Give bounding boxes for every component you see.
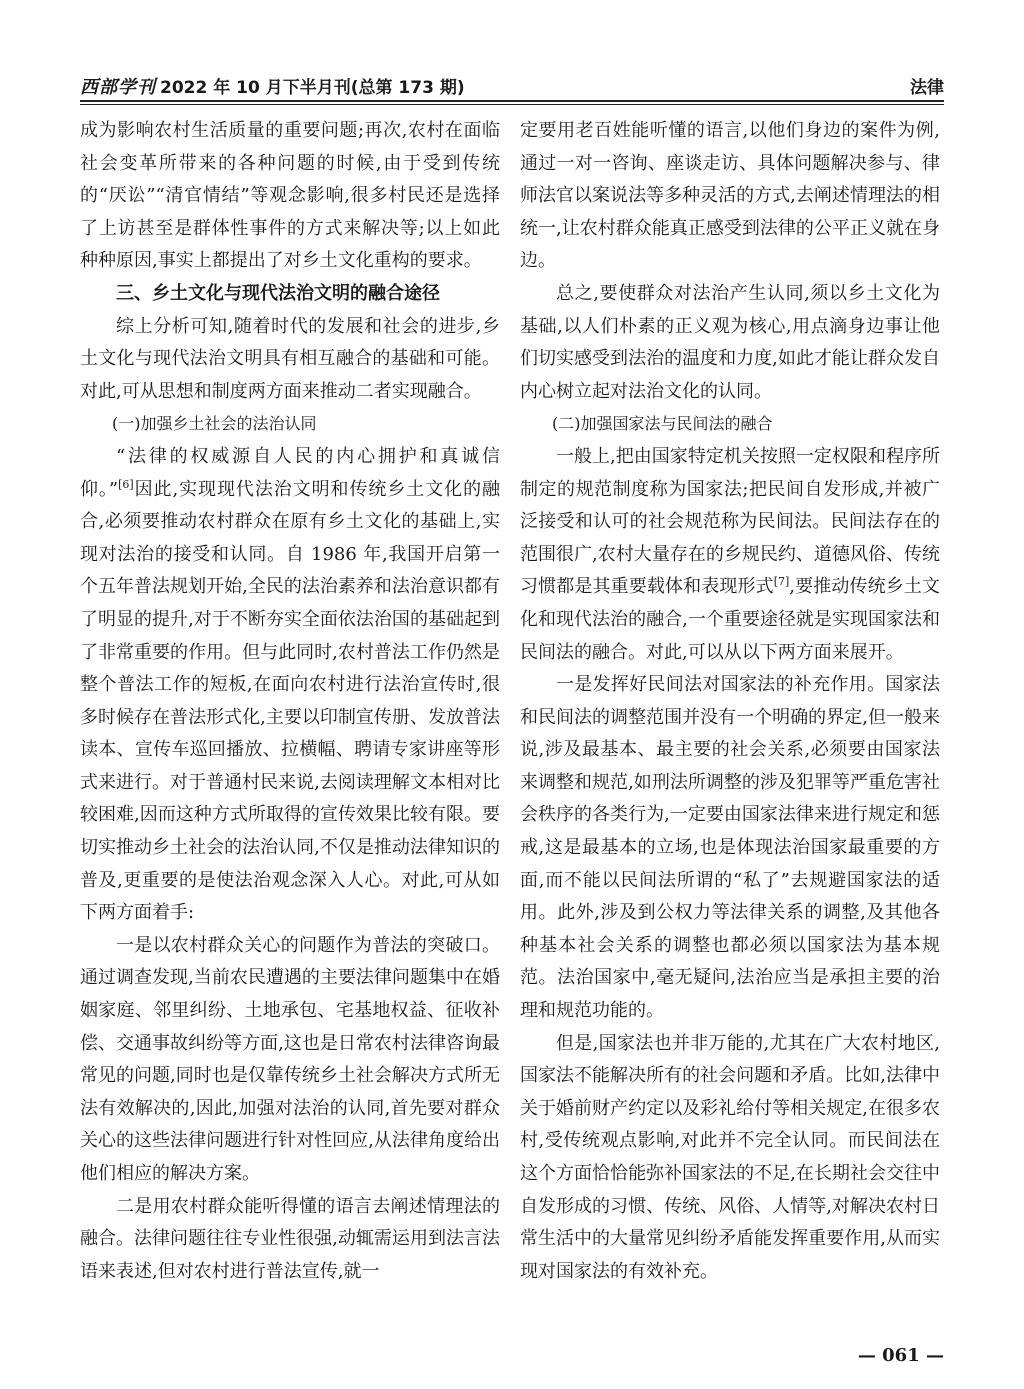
paragraph: 一是以农村群众关心的问题作为普法的突破口。通过调查发现,当前农民遭遇的主要法律问题集中在婚姻家庭、邻里纠纷、土地承包、宅基地权益、征收补偿、交通事故纠纷等方面,这也是日常农村法律咨询最常见的问题,同时也是仅靠传统乡土社会解决方式所无法有效解决的,因此,加强对法治的认同,首先要对群众关心的这些法律问题进行针对性回应,从法律角度给出他们相应的解决方案。 xyxy=(80,934,500,1184)
citation-ref: [6] xyxy=(118,477,134,491)
section-heading: 三、乡土文化与现代法治文明的融合途径 xyxy=(116,282,440,304)
journal-logo: 西部学刊 xyxy=(80,77,156,98)
page-header xyxy=(80,70,944,100)
paragraph-text: “法律的权威源自人民的内心拥护和真诚信仰。” xyxy=(80,445,500,500)
paragraph: 但是,国家法也并非万能的,尤其在广大农村地区,国家法不能解决所有的社会问题和矛盾。比如,法律中关于婚前财产约定以及彩礼给付等相关规定,在很多农村,受传统观点影响,对此并不完全认同。而民间法在这个方面恰恰能弥补国家法的不足,在长期社会交往中自发形成的习惯、传统、风俗、人情等,对解决农村日常生活中的大量常见纠纷矛盾能发挥重要作用,从而实现对国家法的有效补充。 xyxy=(520,1032,940,1282)
page-number: — 061 — xyxy=(857,1345,944,1366)
paragraph: 综上分析可知,随着时代的发展和社会的进步,乡土文化与现代法治文明具有相互融合的基础和可能。对此,可从思想和制度两方面来推动二者实现融合。 xyxy=(80,315,500,402)
paragraph xyxy=(80,441,500,930)
header-rule-thin xyxy=(80,104,944,105)
paragraph: 一是发挥好民间法对国家法的补充作用。国家法和民间法的调整范围并没有一个明确的界定,但一般来说,涉及最基本、最主要的社会关系,必须要由国家法来调整和规范,如刑法所调整的涉及犯罪等严重危害社会秩序的各类行为,一定要由国家法律来进行规定和惩戒,这是最基本的立场,也是体现法治国家最重要的方面,而不能以民间法所谓的“私了”去规避国家法的适用。此外,涉及到公权力等法律关系的调整,及其他各种基本社会关系的调整也都必须以国家法为基本规范。法治国家中,毫无疑问,法治应当是承担主要的治理和规范功能的。 xyxy=(520,674,940,1022)
paragraph: 总之,要使群众对法治产生认同,须以乡土文化为基础,以人们朴素的正义观为核心,用点滴身边事让他们切实感受到法治的温度和力度,如此才能让群众发自内心树立起对法治文化的认同。 xyxy=(520,282,940,402)
paragraph: 二是用农村群众能听得懂的语言去阐述情理法的融合。法律问题往往专业性很强,动辄需运用到法言法语来表述,但对农村进行普法宣传,就一 xyxy=(80,1195,500,1282)
paragraph-text: 一般上,把由国家特定机关按照一定权限和程序所制定的规范制度称为国家法;把民间自发形成,并被广泛接受和认可的社会规范称为民间法。民间法存在的范围很广,农村大量存在的乡规民约、道德风俗、传统习惯都是其重要载体和表现形式 xyxy=(520,445,940,598)
header-rule xyxy=(80,100,944,102)
issue-label: 2022 年 10 月下半月刊(总第 173 期) xyxy=(160,78,465,98)
subsection-heading: (二)加强国家法与民间法的融合 xyxy=(552,414,773,434)
citation-ref: [7] xyxy=(773,575,790,589)
paragraph-text: ,要推动传统乡土文化和现代法治的融合,一个重要途径就是实现国家法和民间法的融合。对此,可以从以下两方面来展开。 xyxy=(520,576,940,663)
right-column xyxy=(520,115,940,1288)
paragraph-text: 因此,实现现代法治文明和传统乡土文化的融合,必须要推动农村群众在原有乡土文化的基础上,实现对法治的接受和认同。自 1986 年,我国开启第一个五年普法规划开始,全民的法治素养和法治意识都有了明显的提升,对于不断夯实全面依法治国的基础起到了非常重要的作用。但与此同时,农村普法工作仍然是整个普法工作的短板,在面向农村进行法治宣传时,很多时候存在普法形式化,主要以印制宣传册、发放普法读本、宣传车巡回播放、拉横幅、聘请专家讲座等形式来进行。对于普通村民来说,去阅读理解文本相对比较困难,因而这种方式所取得的宣传效果比较有限。要切实推动乡土社会的法治认同,不仅是推动法律知识的普及,更重要的是使法治观念深入人心。对此,可从如下两方面着手: xyxy=(80,478,500,924)
paragraph: 定要用老百姓能听懂的语言,以他们身边的案件为例,通过一对一咨询、座谈走访、具体问题解决参与、律师法官以案说法等多种灵活的方式,去阐述情理法的相统一,让农村群众能真正感受到法律的公平正义就在身边。 xyxy=(520,120,940,272)
subsection-heading: (一)加强乡土社会的法治认同 xyxy=(112,414,317,434)
paragraph: 成为影响农村生活质量的重要问题;再次,农村在面临社会变革所带来的各种问题的时候,由于受到传统的“厌讼”“清官情结”等观念影响,很多村民还是选择了上访甚至是群体性事件的方式来解决等;以上如此种种原因,事实上都提出了对乡土文化重构的要求。 xyxy=(80,120,500,272)
section-label: 法律 xyxy=(910,78,944,98)
left-column xyxy=(80,115,500,1288)
paragraph xyxy=(520,441,940,669)
